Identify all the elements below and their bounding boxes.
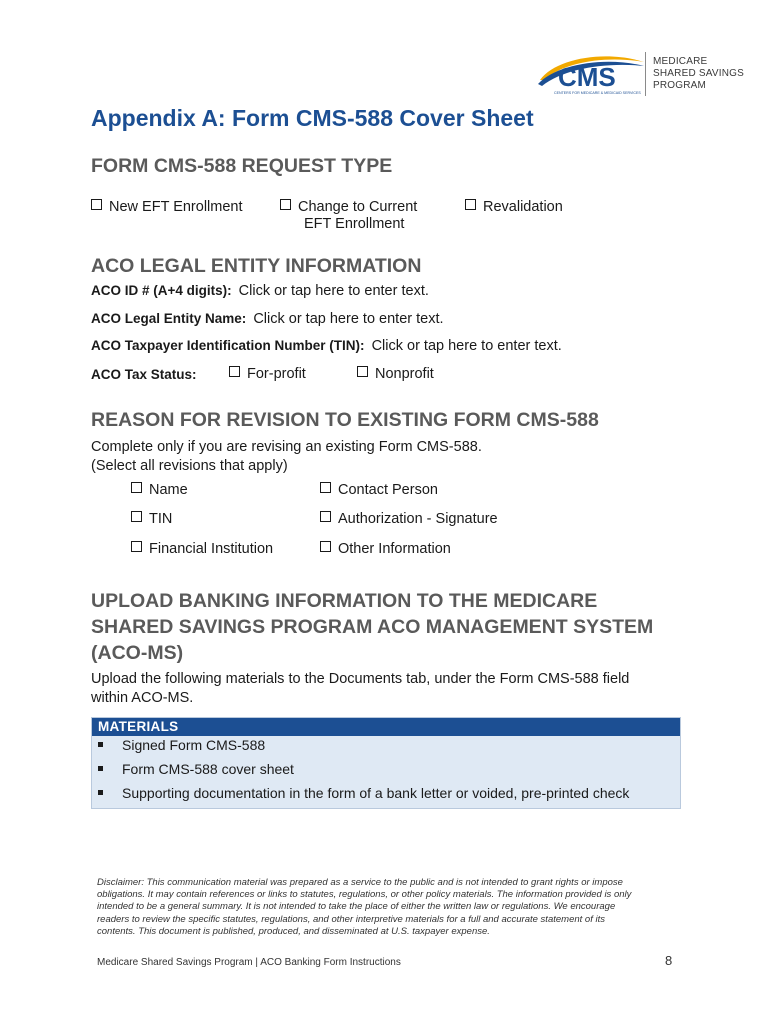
checkbox-label: TIN	[149, 511, 173, 527]
checkbox-name[interactable]	[131, 481, 188, 499]
checkbox-icon[interactable]	[465, 199, 476, 210]
checkbox-label: For-profit	[247, 366, 306, 382]
checkbox-icon[interactable]	[229, 366, 240, 377]
tax-status-row	[91, 367, 197, 383]
checkbox-contact-person[interactable]	[320, 481, 438, 499]
list-item	[98, 761, 294, 777]
checkbox-icon[interactable]	[320, 511, 331, 522]
revision-heading: REASON FOR REVISION TO EXISTING FORM CMS-588	[91, 409, 599, 431]
materials-heading: MATERIALS	[92, 718, 680, 736]
checkbox-label: Nonprofit	[375, 366, 434, 382]
cms-logo	[536, 50, 646, 100]
aco-id-row	[91, 283, 429, 299]
checkbox-label: Other Information	[338, 541, 451, 557]
upload-intro-line2: within ACO-MS.	[91, 690, 194, 706]
revision-intro	[91, 438, 482, 476]
tax-status-label: ACO Tax Status:	[91, 367, 197, 382]
checkbox-icon[interactable]	[91, 199, 102, 210]
checkbox-label: Name	[149, 482, 188, 498]
upload-heading-line3: (ACO-MS)	[91, 642, 184, 664]
footer-text: Medicare Shared Savings Program | ACO Banking Form Instructions	[97, 957, 401, 968]
material-label: Signed Form CMS-588	[122, 737, 266, 753]
tin-label: ACO Taxpayer Identification Number (TIN):	[91, 338, 365, 353]
checkbox-label: New EFT Enrollment	[109, 199, 243, 215]
upload-heading-line1: UPLOAD BANKING INFORMATION TO THE MEDICARE	[91, 590, 598, 612]
aco-id-label: ACO ID # (A+4 digits):	[91, 283, 232, 298]
disclaimer: Disclaimer: This communication material was prepared as a service to the public and is not intended to grant rights or impose obligations. It may contain references or links to statutes, regulations, or other policy materials. The information provided is only intended to be a general summary. It is not intended to take the place of either the written law or regulations. We encourage readers to review the specific statutes, regulations, and other interpretive materials for a full and accurate statement of its contents. This document is published, produced, and disseminated at U.S. taxpayer expense.	[97, 877, 632, 937]
checkbox-revalidation[interactable]	[465, 198, 563, 216]
upload-intro-line1: Upload the following materials to the Documents tab, under the Form CMS-588 field	[91, 671, 630, 687]
material-label: Form CMS-588 cover sheet	[122, 761, 294, 777]
checkbox-icon[interactable]	[131, 482, 142, 493]
material-label: Supporting documentation in the form of a bank letter or voided, pre-printed check	[122, 785, 630, 801]
bullet-icon	[98, 742, 103, 747]
checkbox-label-line2: EFT Enrollment	[304, 216, 405, 232]
upload-heading-line2: SHARED SAVINGS PROGRAM ACO MANAGEMENT SYSTEM	[91, 616, 654, 638]
checkbox-icon[interactable]	[131, 541, 142, 552]
logo-text: CMS	[558, 62, 616, 92]
checkbox-icon[interactable]	[131, 511, 142, 522]
checkbox-authorization-signature[interactable]	[320, 510, 498, 528]
legal-name-row	[91, 311, 444, 327]
revision-intro-line2: (Select all revisions that apply)	[91, 458, 288, 474]
checkbox-label: Authorization - Signature	[338, 511, 498, 527]
page-number: 8	[665, 953, 673, 968]
logo-tagline: CENTERS FOR MEDICARE & MEDICAID SERVICES	[554, 91, 641, 95]
list-item	[98, 737, 265, 753]
checkbox-label: Financial Institution	[149, 541, 274, 557]
checkbox-icon[interactable]	[320, 482, 331, 493]
checkbox-other-information[interactable]	[320, 540, 451, 558]
checkbox-change-eft-enrollment[interactable]	[280, 198, 417, 216]
program-line-3: PROGRAM	[653, 80, 707, 91]
checkbox-icon[interactable]	[357, 366, 368, 377]
tin-field[interactable]: Click or tap here to enter text.	[371, 338, 562, 354]
program-name	[653, 56, 744, 92]
logo-divider	[645, 52, 646, 96]
checkbox-tin[interactable]	[131, 510, 172, 528]
checkbox-new-eft-enrollment[interactable]	[91, 198, 243, 216]
checkbox-label: Revalidation	[483, 199, 563, 215]
list-item	[98, 785, 629, 801]
upload-heading	[91, 588, 691, 666]
aco-id-field[interactable]: Click or tap here to enter text.	[238, 283, 429, 299]
legal-name-field[interactable]: Click or tap here to enter text.	[253, 311, 444, 327]
bullet-icon	[98, 766, 103, 771]
upload-intro	[91, 670, 629, 708]
bullet-icon	[98, 790, 103, 795]
checkbox-financial-institution[interactable]	[131, 540, 273, 558]
program-line-2: SHARED SAVINGS	[653, 68, 744, 79]
checkbox-label: Contact Person	[338, 482, 438, 498]
checkbox-icon[interactable]	[280, 199, 291, 210]
checkbox-nonprofit[interactable]	[357, 365, 434, 383]
checkbox-label: Change to Current	[298, 199, 418, 215]
revision-intro-line1: Complete only if you are revising an existing Form CMS-588.	[91, 439, 482, 455]
materials-box	[91, 717, 681, 809]
checkbox-for-profit[interactable]	[229, 365, 306, 383]
checkbox-icon[interactable]	[320, 541, 331, 552]
legal-name-label: ACO Legal Entity Name:	[91, 311, 247, 326]
page-title: Appendix A: Form CMS-588 Cover Sheet	[91, 105, 534, 131]
legal-entity-heading: ACO LEGAL ENTITY INFORMATION	[91, 255, 422, 277]
tin-row	[91, 338, 562, 354]
program-line-1: MEDICARE	[653, 56, 708, 67]
request-type-heading: FORM CMS-588 REQUEST TYPE	[91, 155, 393, 177]
